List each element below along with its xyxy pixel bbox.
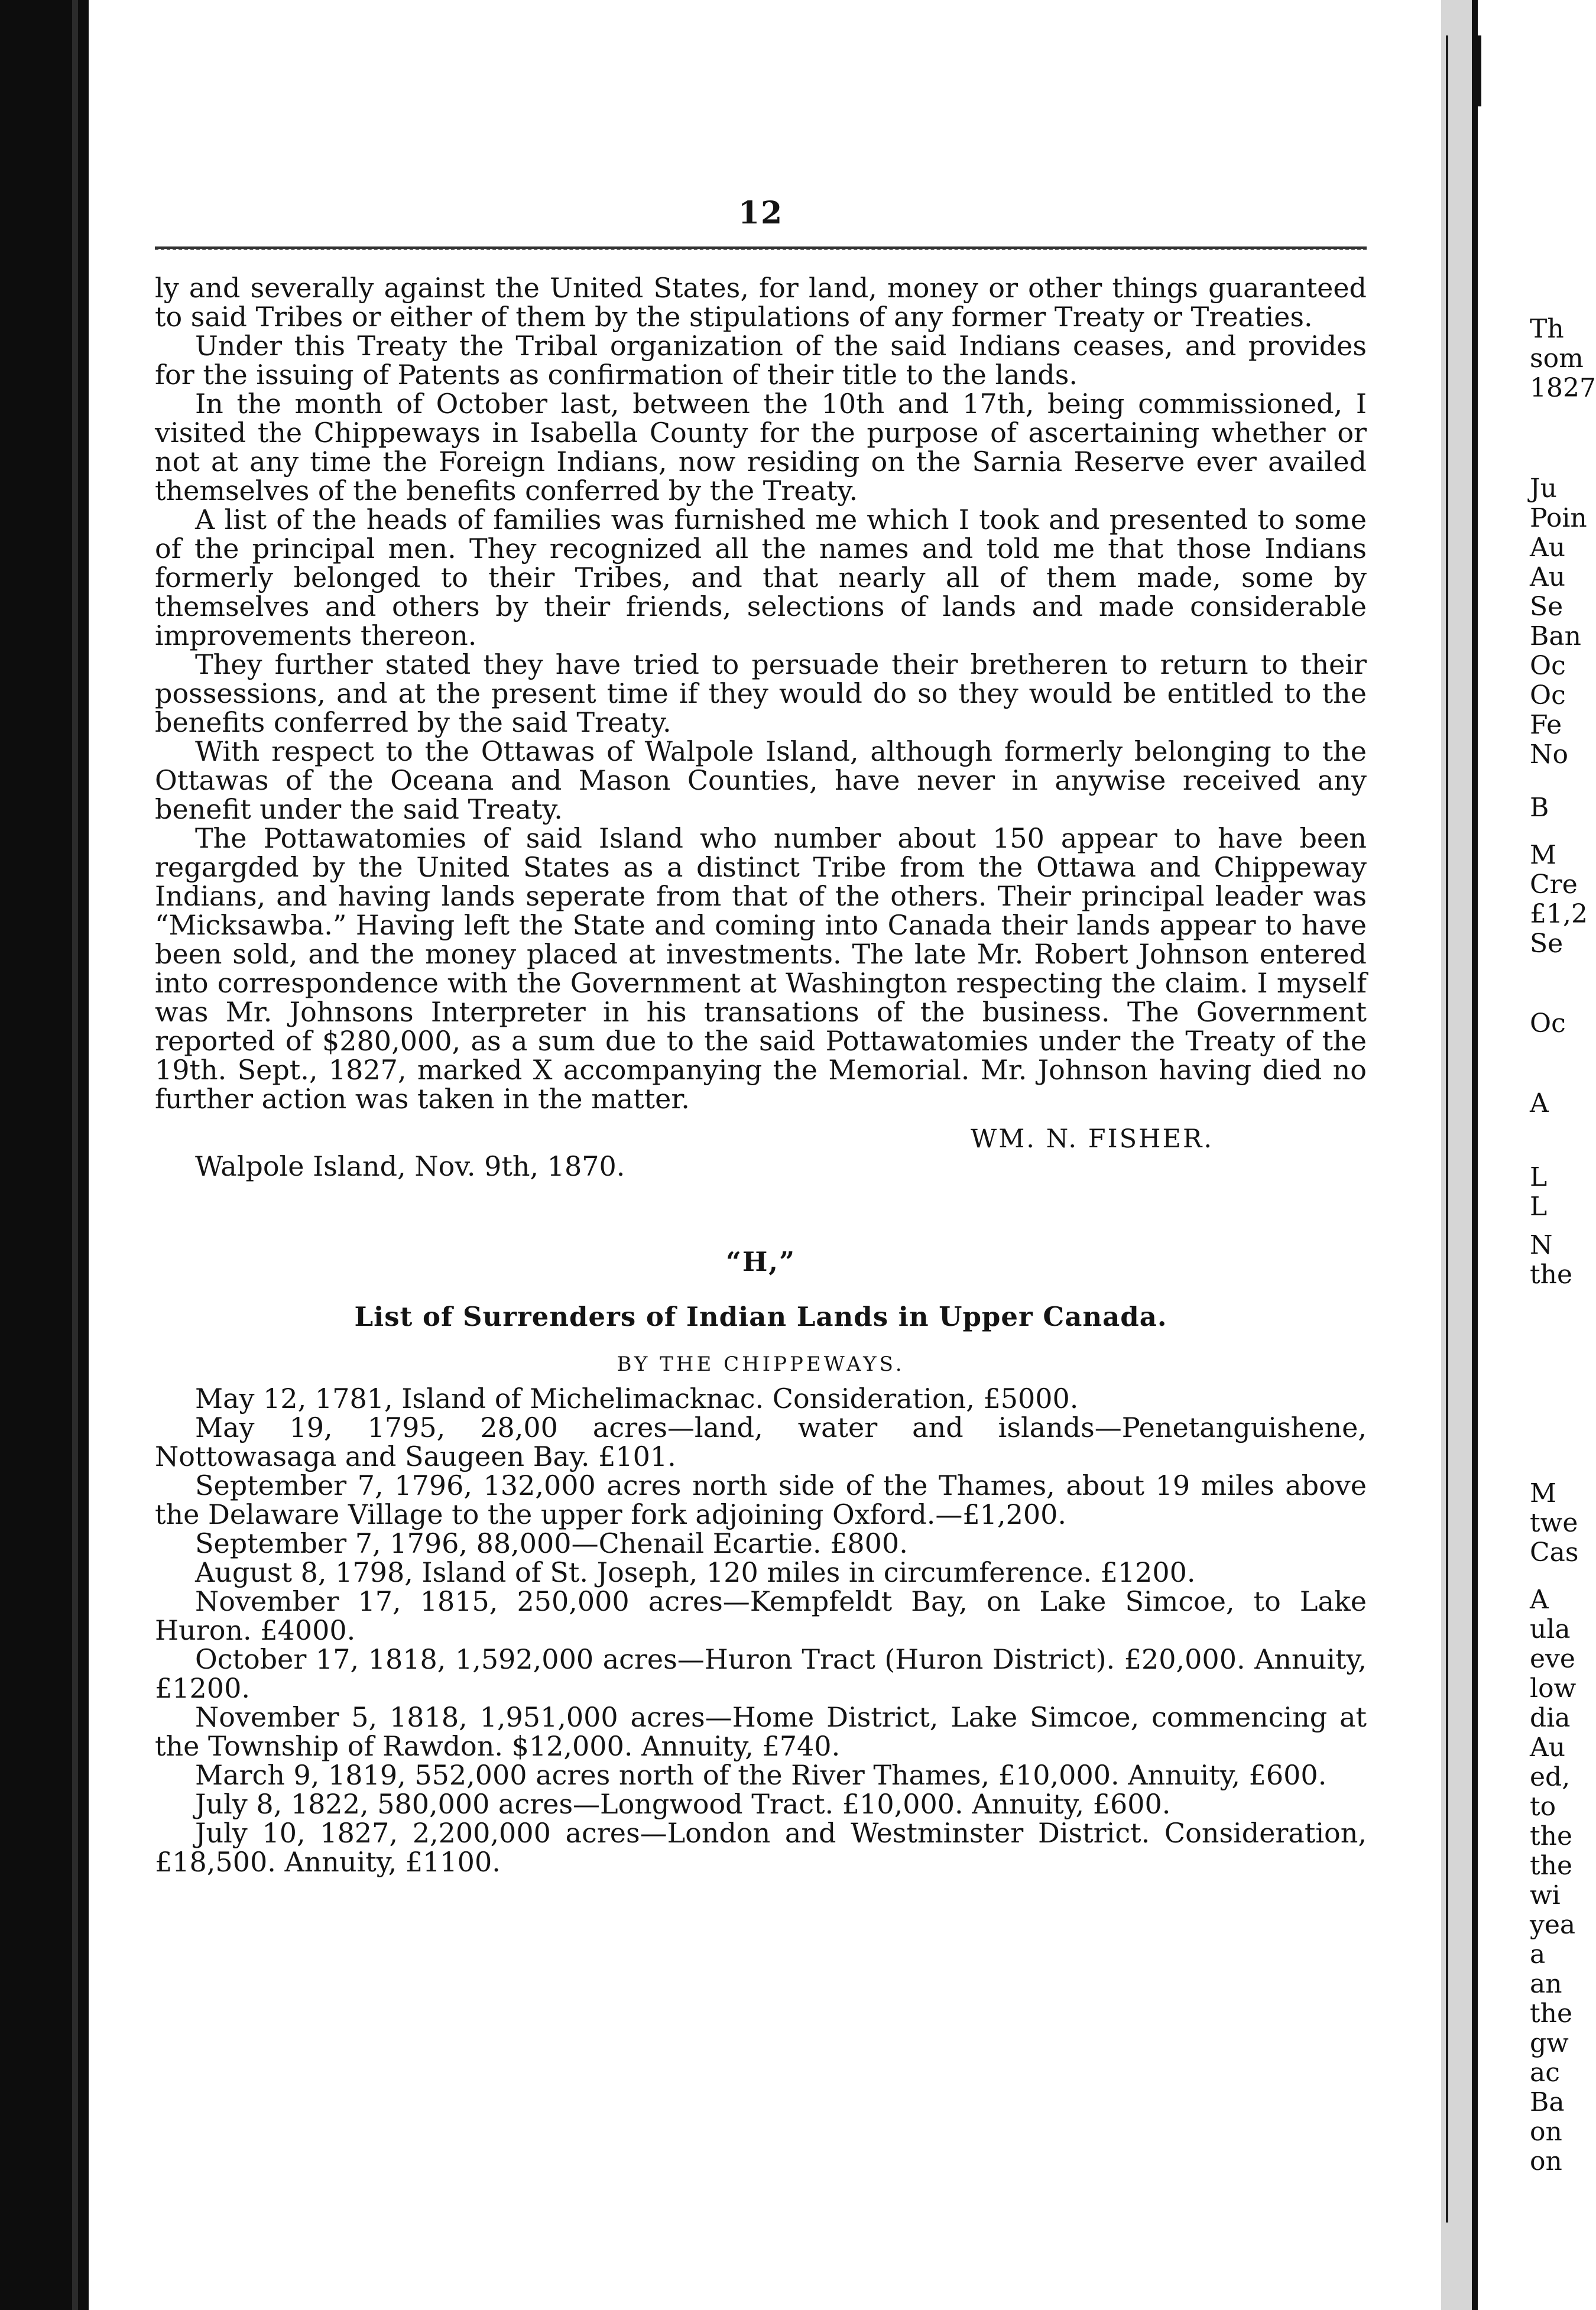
right-fragment: L	[1530, 1162, 1548, 1192]
paragraph: With respect to the Ottawas of Walpole Island, although formerly belonging to the Ottawas of the Oceana and Mason Counties, have never in anywise received any benefit under the said Treaty.	[155, 735, 1367, 825]
dateline: Walpole Island, Nov. 9th, 1870.	[195, 1150, 625, 1182]
right-fragment: an	[1530, 1969, 1562, 1999]
paragraph: They further stated they have tried to persuade their bretheren to return to their possessions, and at the present time if they would do so they would be entitled to the benefits conferred by the said Treaty.	[155, 648, 1367, 738]
paragraph: ly and severally against the United States, for land, money or other things guaranteed to said Tribes or either of them by the stipulations of any former Treaty or Treaties.	[155, 272, 1367, 333]
right-fragment: ac	[1530, 2058, 1560, 2088]
right-fragment: Au	[1530, 1732, 1566, 1763]
list-item: September 7, 1796, 88,000—Chenail Ecartie. £800.	[195, 1527, 908, 1559]
right-fragment: Oc	[1530, 651, 1566, 681]
right-fragment: Poin	[1530, 503, 1587, 533]
right-fragment: on	[1530, 2117, 1562, 2147]
list-item: September 7, 1796, 132,000 acres north side of the Thames, about 19 miles above the Delaware Village to the upper fork adjoining Oxford.—£1,200.	[155, 1469, 1367, 1530]
signature: WM. N. FISHER.	[971, 1124, 1214, 1154]
right-fragment: Cre	[1530, 870, 1578, 900]
paragraph: Under this Treaty the Tribal organization of the said Indians ceases, and provides for the issuing of Patents as confirmation of their title to the lands.	[155, 330, 1367, 391]
right-fragment: Oc	[1530, 1008, 1566, 1039]
right-fragment: £1,2	[1530, 899, 1588, 929]
section-subtitle: BY THE CHIPPEWAYS.	[617, 1352, 905, 1376]
right-fragment: Fe	[1530, 710, 1562, 740]
right-fragment: Th	[1530, 314, 1564, 344]
right-fragment: Ju	[1530, 473, 1557, 504]
right-fragment: A	[1530, 1585, 1549, 1615]
right-fragment: dia	[1530, 1703, 1571, 1733]
right-fragment: A	[1530, 1088, 1549, 1118]
right-fragment: som	[1530, 343, 1584, 374]
document-page	[155, 195, 1367, 1877]
scan-left-border	[0, 0, 89, 2310]
list-item: July 8, 1822, 580,000 acres—Longwood Tract. £10,000. Annuity, £600.	[195, 1788, 1171, 1820]
right-fragment: the	[1530, 1998, 1573, 2029]
right-fragment: twe	[1530, 1508, 1578, 1538]
scan-right-page-rule	[1478, 35, 1481, 106]
section-title: List of Surrenders of Indian Lands in Upper Canada.	[354, 1301, 1167, 1332]
right-fragment: the	[1530, 1851, 1573, 1881]
list-item: July 10, 1827, 2,200,000 acres—London and Westminster District. Consideration, £18,500. Annuity, £1100.	[155, 1817, 1367, 1878]
right-fragment: Ba	[1530, 2087, 1565, 2117]
list-item: November 17, 1815, 250,000 acres—Kempfeldt Bay, on Lake Simcoe, to Lake Huron. £4000.	[155, 1585, 1367, 1646]
right-fragment: ed,	[1530, 1762, 1571, 1792]
paragraph: A list of the heads of families was furnished me which I took and presented to some of the principal men. They recognized all the names and told me that those Indians formerly belonged to their Tribes, and that nearly all of them made, some by themselves and others by their friends, selections of lands and made considerable improvements thereon.	[155, 504, 1367, 651]
right-fragment: wi	[1530, 1880, 1561, 1910]
list-item: May 12, 1781, Island of Michelimacknac. Consideration, £5000.	[195, 1383, 1079, 1414]
paragraph: The Pottawatomies of said Island who number about 150 appear to have been regargded by the United States as a distinct Tribe from the Ottawa and Chippeway Indians, and having lands seperate from that of the others. Their principal leader was “Micksawba.” Having left the State and coming into Canada their lands appear to have been sold, and the money placed at investments. The late Mr. Robert Johnson entered into correspondence with the Government at Washington respecting the claim. I myself was Mr. Johnsons Interpreter in his transations of the business. The Government reported of $280,000, as a sum due to the said Pottawatomies under the Treaty of the 19th. Sept., 1827, marked X accompanying the Memorial. Mr. Johnson having died no further action was taken in the matter.	[155, 822, 1367, 1115]
right-fragment: Cas	[1530, 1537, 1579, 1568]
right-fragment: yea	[1530, 1910, 1576, 1940]
right-fragment: ula	[1530, 1614, 1571, 1644]
paragraph: In the month of October last, between the 10th and 17th, being commissioned, I visited the Chippeways in Isabella County for the purpose of ascertaining whether or not at any time the Foreign Indians, now residing on the Sarnia Reserve ever availed themselves of the benefits conferred by the Treaty.	[155, 388, 1367, 507]
right-fragment: low	[1530, 1673, 1576, 1704]
list-item: May 19, 1795, 28,00 acres—land, water and islands—Penetanguishene, Nottowasaga and Saugeen Bay. £101.	[155, 1412, 1367, 1472]
right-fragment: on	[1530, 2146, 1562, 2176]
right-fragment: M	[1530, 1478, 1557, 1508]
list-item: March 9, 1819, 552,000 acres north of the River Thames, £10,000. Annuity, £600.	[195, 1759, 1327, 1791]
right-fragment: No	[1530, 739, 1568, 770]
right-fragment: the	[1530, 1260, 1573, 1290]
right-fragment: M	[1530, 840, 1557, 870]
scan-gutter	[1441, 0, 1472, 2310]
right-fragment: gw	[1530, 2028, 1569, 2058]
list-item: October 17, 1818, 1,592,000 acres—Huron Tract (Huron District). £20,000. Annuity, £1200.	[155, 1643, 1367, 1704]
right-fragment: the	[1530, 1821, 1573, 1851]
surrenders-list	[155, 1384, 1367, 1877]
right-fragment: Se	[1530, 929, 1563, 959]
scan-right-page-edge	[1472, 0, 1478, 2310]
right-fragment: a	[1530, 1939, 1546, 1970]
right-fragment: eve	[1530, 1644, 1575, 1674]
right-fragment: N	[1530, 1230, 1553, 1260]
right-fragment: Oc	[1530, 680, 1566, 710]
right-fragment: B	[1530, 793, 1549, 823]
list-item: November 5, 1818, 1,951,000 acres—Home District, Lake Simcoe, commencing at the Township of Rawdon. $12,000. Annuity, £740.	[155, 1701, 1367, 1762]
right-fragment: to	[1530, 1792, 1556, 1822]
list-item: August 8, 1798, Island of St. Joseph, 120 miles in circumference. £1200.	[195, 1556, 1196, 1588]
header-rule	[155, 246, 1367, 250]
right-fragment: Se	[1530, 592, 1563, 622]
right-fragment: Au	[1530, 562, 1566, 592]
right-fragment: 1827	[1530, 373, 1596, 403]
letter-body	[155, 274, 1367, 1114]
right-fragment: Au	[1530, 533, 1566, 563]
page-number: 12	[738, 195, 784, 231]
section-letter: “H,”	[726, 1246, 796, 1277]
right-fragment: L	[1530, 1192, 1548, 1222]
right-fragment: Ban	[1530, 621, 1581, 651]
